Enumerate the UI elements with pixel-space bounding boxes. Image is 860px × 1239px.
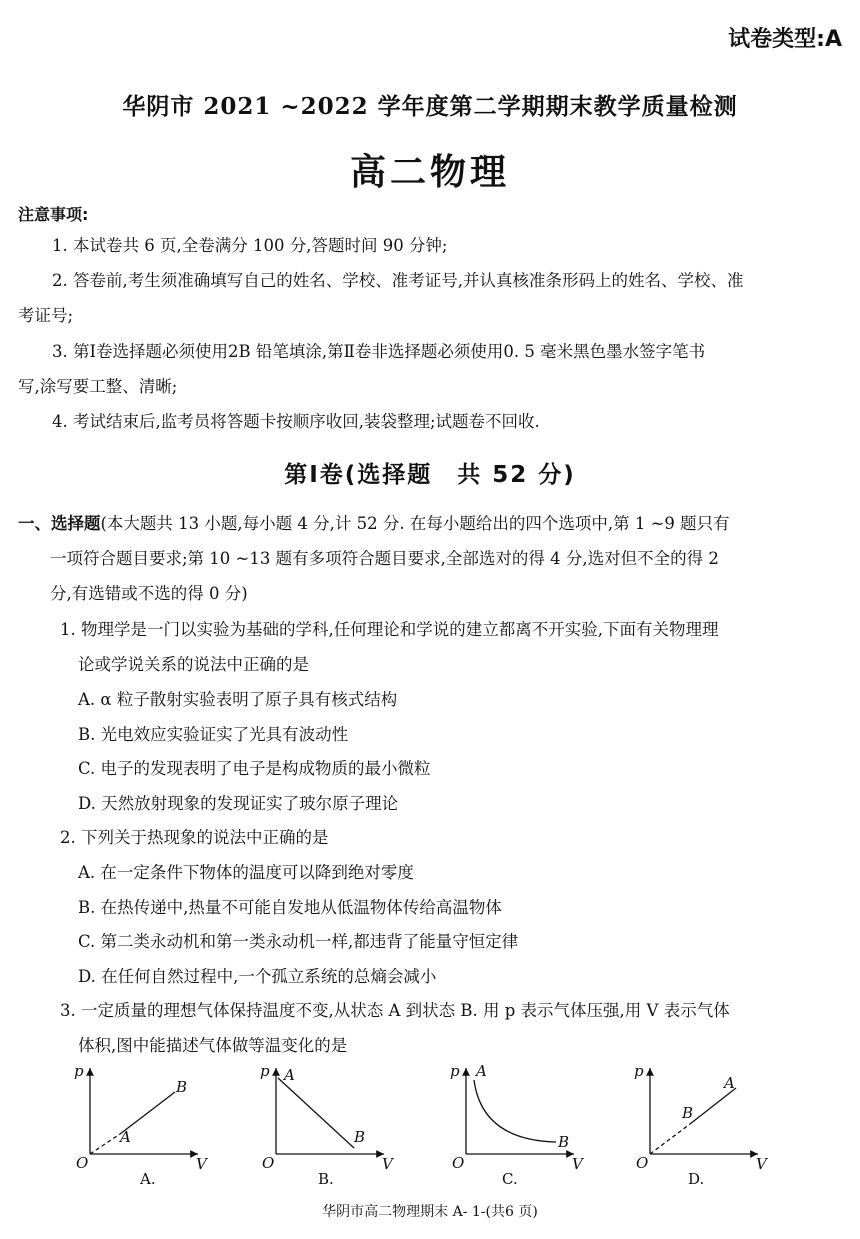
q1-stem-line-2: 论或学说关系的说法中正确的是 [78, 655, 309, 674]
notice-item-4: 4. 考试结束后,监考员将答题卡按顺序收回,装袋整理;试题卷不回收. [52, 412, 540, 431]
q3-graph-c-option: C. [502, 1170, 518, 1188]
point-end-label: B [558, 1133, 570, 1151]
process-curve [474, 1080, 556, 1142]
x-axis-label: V [382, 1155, 393, 1173]
q2-option-a: A. 在一定条件下物体的温度可以降到绝对零度 [78, 863, 414, 882]
notice-item-3-line-1: 3. 第Ⅰ卷选择题必须使用2B 铅笔填涂,第Ⅱ卷非选择题必须使用0. 5 毫米黑色墨水签字笔书 [52, 342, 706, 361]
section-1-instructions-line-3: 分,有选错或不选的得 0 分) [50, 584, 248, 603]
q3-graph-c [446, 1062, 586, 1173]
q1-option-a: A. α 粒子散射实验表明了原子具有核式结构 [78, 690, 398, 709]
paper-type: 试卷类型:A [728, 27, 842, 52]
origin-label: O [452, 1154, 465, 1172]
dashed-extension [90, 1134, 120, 1154]
q3-graph-d-option: D. [688, 1170, 705, 1188]
q1-option-d: D. 天然放射现象的发现证实了玻尔原子理论 [78, 794, 399, 813]
q3-stem-line-1: 3. 一定质量的理想气体保持温度不变,从状态 A 到状态 B. 用 p 表示气体压强,用 V 表示气体 [60, 1001, 730, 1020]
x-axis-label: V [196, 1155, 207, 1173]
q2-option-b: B. 在热传递中,热量不可能自发地从低温物体传给高温物体 [78, 898, 502, 917]
y-axis-label: p [450, 1062, 460, 1080]
q3-graph-a [70, 1062, 210, 1173]
q2-option-c: C. 第二类永动机和第一类永动机一样,都违背了能量守恒定律 [78, 932, 519, 951]
section-1-title: 第Ⅰ卷(选择题 共 52 分) [284, 462, 576, 488]
q1-option-c: C. 电子的发现表明了电子是构成物质的最小微粒 [78, 759, 431, 778]
y-axis-label: p [74, 1062, 84, 1080]
notice-item-3-line-2: 写,涂写要工整、清晰; [18, 377, 178, 396]
x-axis-label: V [572, 1155, 583, 1173]
q3-graph-b-option: B. [318, 1170, 334, 1188]
process-line [278, 1078, 354, 1148]
notice-heading: 注意事项: [18, 205, 89, 224]
instructions-text-1: (本大题共 13 小题,每小题 4 分,计 52 分. 在每小题给出的四个选项中,第 1 ~9 题只有 [100, 514, 730, 533]
notice-item-2-line-2: 考证号; [18, 306, 74, 325]
notice-item-1: 1. 本试卷共 6 页,全卷满分 100 分,答题时间 90 分钟; [52, 236, 448, 255]
point-end-label: A [724, 1074, 735, 1092]
exam-title: 华阴市 2021 ~2022 学年度第二学期期末教学质量检测 [122, 93, 738, 120]
point-end-label: B [354, 1128, 366, 1146]
page-footer: 华阴市高二物理期末 A- 1-(共6 页) [322, 1204, 538, 1220]
q1-option-b: B. 光电效应实验证实了光具有波动性 [78, 725, 349, 744]
point-end-label: B [176, 1078, 188, 1096]
point-start-label: B [682, 1104, 694, 1122]
process-line [690, 1088, 736, 1124]
q3-stem-line-2: 体积,图中能描述气体做等温变化的是 [78, 1036, 348, 1055]
point-start-label: A [284, 1066, 295, 1084]
q2-stem: 2. 下列关于热现象的说法中正确的是 [60, 828, 329, 847]
section-1-instructions-line-1 [18, 514, 730, 534]
point-start-label: A [476, 1062, 487, 1080]
notice-item-2-line-1: 2. 答卷前,考生须准确填写自己的姓名、学校、准考证号,并认真核准条形码上的姓名、学校、准 [52, 271, 744, 290]
q3-graph-a-option: A. [140, 1170, 156, 1188]
origin-label: O [262, 1154, 275, 1172]
point-start-label: A [120, 1128, 131, 1146]
origin-label: O [76, 1154, 89, 1172]
q1-stem-line-1: 1. 物理学是一门以实验为基础的学科,任何理论和学说的建立都离不开实验,下面有关物理理 [60, 620, 719, 639]
part-label: 一、选择题 [18, 514, 101, 533]
y-axis-label: p [260, 1062, 270, 1080]
q3-graph-b [256, 1062, 396, 1173]
x-axis-label: V [756, 1155, 767, 1173]
q3-graph-d [630, 1062, 770, 1173]
subject-title: 高二物理 [349, 152, 510, 193]
q2-option-d: D. 在任何自然过程中,一个孤立系统的总熵会减小 [78, 967, 437, 986]
y-axis-label: p [634, 1062, 644, 1080]
section-1-instructions-line-2: 一项符合题目要求;第 10 ~13 题有多项符合题目要求,全部选对的得 4 分,选对但不全的得 2 [50, 549, 719, 568]
origin-label: O [636, 1154, 649, 1172]
dashed-extension [650, 1124, 690, 1154]
